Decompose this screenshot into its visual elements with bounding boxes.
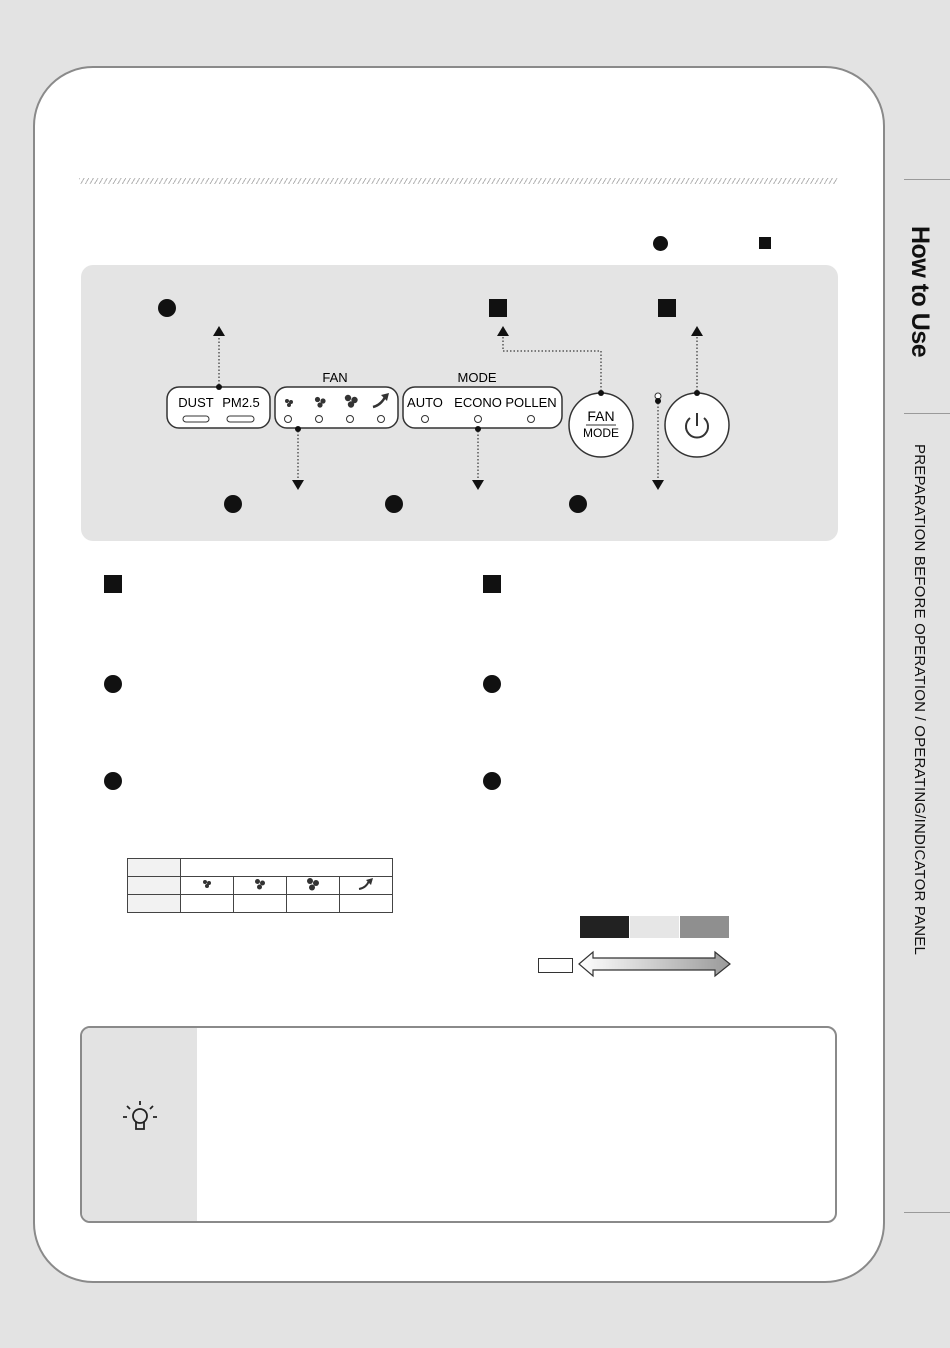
header-rule (79, 178, 838, 184)
desc-marker-dust (104, 675, 122, 693)
fan-mode-button-label-top: FAN (587, 408, 615, 424)
color-swatch-light (630, 916, 679, 938)
mode-pollen-led (528, 416, 535, 423)
pm25-label: PM2.5 (222, 395, 260, 410)
button-legend-square (759, 237, 771, 249)
turbo-led (378, 416, 385, 423)
desc-marker-fan (104, 772, 122, 790)
tip-box (80, 1026, 837, 1223)
fan-speed-3-led (347, 416, 354, 423)
panel-illustration (81, 265, 838, 541)
fan-speed-1-icon (202, 879, 212, 889)
fan-speed-1-led (285, 416, 292, 423)
fan-speed-3-icon (306, 877, 320, 891)
color-swatch-mid (680, 916, 729, 938)
table-row (128, 895, 393, 913)
desc-marker-light (483, 772, 501, 790)
desc-marker-power (483, 575, 501, 593)
lightbulb-icon (120, 1098, 160, 1138)
fan-speed-2-icon (254, 878, 266, 890)
tip-icon-column (82, 1028, 197, 1221)
desc-marker-mode (483, 675, 501, 693)
fan-speed-table (127, 858, 393, 913)
mode-label: MODE (457, 370, 497, 385)
dust-label: DUST (178, 395, 214, 410)
fan-mode-button-label-bottom: MODE (583, 426, 619, 440)
mode-auto-label: AUTO (407, 395, 443, 410)
mode-econo-label: ECONO (454, 395, 502, 410)
table-row (128, 859, 393, 877)
turbo-icon (358, 878, 374, 890)
desc-marker-fan-mode (104, 575, 122, 593)
fan-speed-2-led (316, 416, 323, 423)
sidebar-divider (904, 179, 950, 180)
gradient-arrow (578, 950, 732, 978)
sidebar-divider (904, 413, 950, 414)
sidebar-divider (904, 1212, 950, 1213)
color-swatch-dark (580, 916, 629, 938)
section-title: How to Use (906, 226, 934, 358)
callout-dot-fan (224, 495, 242, 513)
mode-pollen-label: POLLEN (505, 395, 557, 410)
section-subtitle: PREPARATION BEFORE OPERATION / OPERATING/INDICATOR PANEL (911, 444, 928, 955)
indicator-legend-dot (653, 236, 668, 251)
callout-dot-mode (385, 495, 403, 513)
fan-label: FAN (322, 370, 348, 385)
callout-dot-light (569, 495, 587, 513)
mode-auto-led (422, 416, 429, 423)
callout-dot-dust (158, 299, 176, 317)
control-panel-diagram (81, 265, 838, 541)
callout-square-power (658, 299, 676, 317)
callout-square-fan-mode (489, 299, 507, 317)
scale-label-box (538, 958, 573, 973)
mode-econo-led (475, 416, 482, 423)
table-row (128, 877, 393, 895)
